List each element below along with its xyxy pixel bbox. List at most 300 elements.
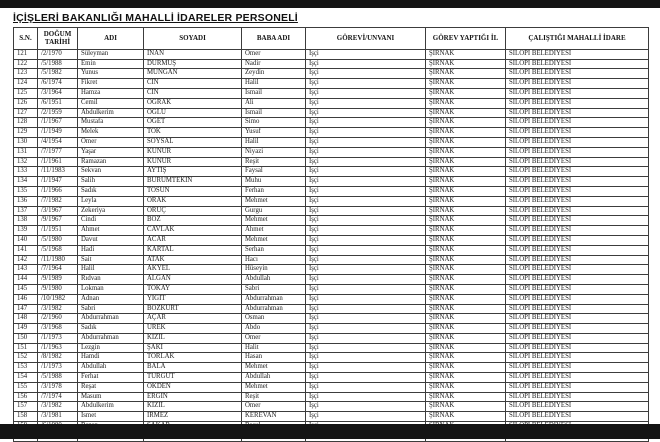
cell-father-name: Niyazi bbox=[242, 147, 306, 157]
cell-serial-no: 129 bbox=[14, 128, 38, 138]
cell-surname: ÖĞET bbox=[144, 118, 242, 128]
cell-first-name: Cemil bbox=[78, 98, 144, 108]
table-row bbox=[14, 373, 649, 383]
cell-province: ŞIRNAK bbox=[426, 177, 506, 187]
cell-province: ŞIRNAK bbox=[426, 147, 506, 157]
cell-serial-no: 124 bbox=[14, 79, 38, 89]
cell-serial-no: 158 bbox=[14, 412, 38, 422]
cell-father-name: Serhan bbox=[242, 245, 306, 255]
cell-local-administration: SİLOPİ BELEDİYESİ bbox=[506, 275, 649, 285]
cell-surname: KUNUR bbox=[144, 147, 242, 157]
cell-father-name: Osman bbox=[242, 314, 306, 324]
cell-province: ŞIRNAK bbox=[426, 265, 506, 275]
table-row bbox=[14, 88, 649, 98]
cell-birth-date: /3/1967 bbox=[38, 206, 78, 216]
cell-duty-title: İşçi bbox=[306, 324, 426, 334]
cell-local-administration: SİLOPİ BELEDİYESİ bbox=[506, 402, 649, 412]
cell-first-name: Lezgin bbox=[78, 343, 144, 353]
cell-birth-date: /6/1951 bbox=[38, 98, 78, 108]
cell-surname: CİN bbox=[144, 79, 242, 89]
document-title: İÇİŞLERİ BAKANLIĞI MAHALLİ İDARELER PERSONELİ bbox=[13, 12, 298, 24]
cell-father-name: Halil bbox=[242, 137, 306, 147]
cell-surname: ŞAKİ bbox=[144, 343, 242, 353]
cell-birth-date: /5/1982 bbox=[38, 69, 78, 79]
table-row bbox=[14, 275, 649, 285]
cell-duty-title: İşçi bbox=[306, 137, 426, 147]
table-row bbox=[14, 255, 649, 265]
cell-father-name: Abdullah bbox=[242, 373, 306, 383]
cell-duty-title: İşçi bbox=[306, 373, 426, 383]
cell-province: ŞIRNAK bbox=[426, 226, 506, 236]
cell-serial-no: 126 bbox=[14, 98, 38, 108]
column-header: ADI bbox=[78, 28, 144, 50]
cell-birth-date: /7/1977 bbox=[38, 147, 78, 157]
cell-surname: AÇAR bbox=[144, 314, 242, 324]
cell-local-administration: SİLOPİ BELEDİYESİ bbox=[506, 69, 649, 79]
cell-serial-no: 137 bbox=[14, 206, 38, 216]
cell-duty-title: İşçi bbox=[306, 157, 426, 167]
cell-surname: BOZKURT bbox=[144, 304, 242, 314]
cell-birth-date: /9/1989 bbox=[38, 275, 78, 285]
cell-father-name: Hüseyin bbox=[242, 265, 306, 275]
cell-local-administration: SİLOPİ BELEDİYESİ bbox=[506, 314, 649, 324]
cell-first-name: Ramazan bbox=[78, 157, 144, 167]
cell-father-name: Hasan bbox=[242, 353, 306, 363]
cell-duty-title: İşçi bbox=[306, 304, 426, 314]
cell-serial-no: 132 bbox=[14, 157, 38, 167]
cell-duty-title: İşçi bbox=[306, 226, 426, 236]
cell-duty-title: İşçi bbox=[306, 88, 426, 98]
cell-father-name: Hacı bbox=[242, 255, 306, 265]
cell-surname: ERGİN bbox=[144, 392, 242, 402]
cell-province: ŞIRNAK bbox=[426, 412, 506, 422]
cell-birth-date: /10/1982 bbox=[38, 294, 78, 304]
cell-father-name: İsmail bbox=[242, 108, 306, 118]
cell-serial-no: 128 bbox=[14, 118, 38, 128]
column-header: BABA ADI bbox=[242, 28, 306, 50]
cell-local-administration: SİLOPİ BELEDİYESİ bbox=[506, 284, 649, 294]
cell-local-administration: SİLOPİ BELEDİYESİ bbox=[506, 373, 649, 383]
cell-father-name: Mehmet bbox=[242, 235, 306, 245]
table-row bbox=[14, 157, 649, 167]
table-row bbox=[14, 108, 649, 118]
cell-duty-title: İşçi bbox=[306, 186, 426, 196]
column-header: S.N. bbox=[14, 28, 38, 50]
cell-duty-title: İşçi bbox=[306, 382, 426, 392]
cell-first-name: Sabri bbox=[78, 304, 144, 314]
table-row bbox=[14, 412, 649, 422]
cell-first-name: Sait bbox=[78, 255, 144, 265]
cell-local-administration: SİLOPİ BELEDİYESİ bbox=[506, 167, 649, 177]
cell-birth-date: /3/1964 bbox=[38, 88, 78, 98]
cell-birth-date: /5/1988 bbox=[38, 373, 78, 383]
cell-surname: TOK bbox=[144, 128, 242, 138]
cell-serial-no: 144 bbox=[14, 275, 38, 285]
cell-first-name: Hamza bbox=[78, 88, 144, 98]
cell-duty-title: İşçi bbox=[306, 118, 426, 128]
cell-surname: ÜREK bbox=[144, 324, 242, 334]
cell-father-name: Gurgu bbox=[242, 206, 306, 216]
cell-duty-title: İşçi bbox=[306, 275, 426, 285]
table-row bbox=[14, 265, 649, 275]
cell-father-name: Mehmet bbox=[242, 363, 306, 373]
cell-local-administration: SİLOPİ BELEDİYESİ bbox=[506, 49, 649, 59]
cell-birth-date: /5/1980 bbox=[38, 235, 78, 245]
cell-local-administration: SİLOPİ BELEDİYESİ bbox=[506, 98, 649, 108]
cell-birth-date: /4/1954 bbox=[38, 137, 78, 147]
cell-local-administration: SİLOPİ BELEDİYESİ bbox=[506, 196, 649, 206]
cell-province: ŞIRNAK bbox=[426, 69, 506, 79]
table-row bbox=[14, 353, 649, 363]
cell-province: ŞIRNAK bbox=[426, 49, 506, 59]
cell-province: ŞIRNAK bbox=[426, 245, 506, 255]
cell-birth-date: /3/1978 bbox=[38, 382, 78, 392]
cell-province: ŞIRNAK bbox=[426, 118, 506, 128]
cell-serial-no: 157 bbox=[14, 402, 38, 412]
cell-serial-no: 153 bbox=[14, 363, 38, 373]
cell-birth-date: /3/1982 bbox=[38, 402, 78, 412]
cell-local-administration: SİLOPİ BELEDİYESİ bbox=[506, 265, 649, 275]
table-row bbox=[14, 235, 649, 245]
cell-first-name: Melek bbox=[78, 128, 144, 138]
cell-province: ŞIRNAK bbox=[426, 59, 506, 69]
table-row bbox=[14, 333, 649, 343]
cell-duty-title: İşçi bbox=[306, 284, 426, 294]
cell-serial-no: 142 bbox=[14, 255, 38, 265]
cell-local-administration: SİLOPİ BELEDİYESİ bbox=[506, 177, 649, 187]
cell-local-administration: SİLOPİ BELEDİYESİ bbox=[506, 382, 649, 392]
cell-father-name: Sabri bbox=[242, 284, 306, 294]
table-row bbox=[14, 402, 649, 412]
cell-father-name: Mehmet bbox=[242, 216, 306, 226]
cell-surname: BURUMTEKİN bbox=[144, 177, 242, 187]
cell-father-name: Ömer bbox=[242, 333, 306, 343]
cell-father-name: Ferhan bbox=[242, 186, 306, 196]
cell-birth-date: /5/1988 bbox=[38, 59, 78, 69]
cell-local-administration: SİLOPİ BELEDİYESİ bbox=[506, 137, 649, 147]
cell-father-name: KEREVAN bbox=[242, 412, 306, 422]
cell-serial-no: 152 bbox=[14, 353, 38, 363]
cell-father-name: Abdo bbox=[242, 324, 306, 334]
cell-serial-no: 139 bbox=[14, 226, 38, 236]
cell-surname: İNAN bbox=[144, 49, 242, 59]
cell-local-administration: SİLOPİ BELEDİYESİ bbox=[506, 186, 649, 196]
cell-province: ŞIRNAK bbox=[426, 128, 506, 138]
cell-surname: AYTIŞ bbox=[144, 167, 242, 177]
cell-province: ŞIRNAK bbox=[426, 235, 506, 245]
cell-serial-no: 123 bbox=[14, 69, 38, 79]
cell-local-administration: SİLOPİ BELEDİYESİ bbox=[506, 304, 649, 314]
cell-first-name: Emin bbox=[78, 59, 144, 69]
cell-province: ŞIRNAK bbox=[426, 137, 506, 147]
table-row bbox=[14, 69, 649, 79]
cell-surname: SOYSAL bbox=[144, 137, 242, 147]
cell-first-name: Abdulkerim bbox=[78, 108, 144, 118]
personnel-table bbox=[13, 27, 649, 442]
cell-first-name: Yunus bbox=[78, 69, 144, 79]
bottom-scan-bar bbox=[0, 424, 660, 439]
cell-father-name: Ömer bbox=[242, 49, 306, 59]
cell-local-administration: SİLOPİ BELEDİYESİ bbox=[506, 108, 649, 118]
cell-local-administration: SİLOPİ BELEDİYESİ bbox=[506, 294, 649, 304]
cell-serial-no: 140 bbox=[14, 235, 38, 245]
cell-father-name: Reşit bbox=[242, 392, 306, 402]
cell-serial-no: 148 bbox=[14, 314, 38, 324]
cell-first-name: Leyla bbox=[78, 196, 144, 206]
cell-father-name: Ömer bbox=[242, 402, 306, 412]
cell-surname: TOKAY bbox=[144, 284, 242, 294]
cell-local-administration: SİLOPİ BELEDİYESİ bbox=[506, 79, 649, 89]
cell-local-administration: SİLOPİ BELEDİYESİ bbox=[506, 226, 649, 236]
cell-serial-no: 154 bbox=[14, 373, 38, 383]
table-row bbox=[14, 226, 649, 236]
cell-duty-title: İşçi bbox=[306, 412, 426, 422]
cell-local-administration: SİLOPİ BELEDİYESİ bbox=[506, 118, 649, 128]
table-row bbox=[14, 186, 649, 196]
table-row bbox=[14, 137, 649, 147]
table-row bbox=[14, 79, 649, 89]
cell-serial-no: 136 bbox=[14, 196, 38, 206]
cell-serial-no: 130 bbox=[14, 137, 38, 147]
cell-father-name: Nadir bbox=[242, 59, 306, 69]
cell-duty-title: İşçi bbox=[306, 392, 426, 402]
cell-birth-date: /2/1960 bbox=[38, 314, 78, 324]
cell-province: ŞIRNAK bbox=[426, 294, 506, 304]
top-scan-bar bbox=[0, 0, 660, 8]
cell-first-name: Sadık bbox=[78, 324, 144, 334]
cell-serial-no: 150 bbox=[14, 333, 38, 343]
cell-first-name: İsmet bbox=[78, 412, 144, 422]
cell-surname: AKYEL bbox=[144, 265, 242, 275]
header-row bbox=[14, 28, 649, 50]
cell-serial-no: 125 bbox=[14, 88, 38, 98]
cell-surname: İRMEZ bbox=[144, 412, 242, 422]
cell-duty-title: İşçi bbox=[306, 49, 426, 59]
cell-province: ŞIRNAK bbox=[426, 284, 506, 294]
cell-duty-title: İşçi bbox=[306, 343, 426, 353]
cell-first-name: Süleyman bbox=[78, 49, 144, 59]
cell-birth-date: /1/1973 bbox=[38, 333, 78, 343]
cell-birth-date: /1/1966 bbox=[38, 186, 78, 196]
cell-first-name: Abdurrahman bbox=[78, 333, 144, 343]
table-row bbox=[14, 314, 649, 324]
cell-local-administration: SİLOPİ BELEDİYESİ bbox=[506, 206, 649, 216]
table-row bbox=[14, 59, 649, 69]
cell-birth-date: /2/1970 bbox=[38, 49, 78, 59]
cell-duty-title: İşçi bbox=[306, 147, 426, 157]
column-header: GÖREV YAPTIĞI İL bbox=[426, 28, 506, 50]
cell-birth-date: /8/1982 bbox=[38, 353, 78, 363]
cell-first-name: Abdurrahman bbox=[78, 314, 144, 324]
cell-father-name: Abdurrahman bbox=[242, 304, 306, 314]
column-header: ÇALIŞTIĞI MAHALLİ İDARE bbox=[506, 28, 649, 50]
cell-province: ŞIRNAK bbox=[426, 88, 506, 98]
cell-birth-date: /11/1980 bbox=[38, 255, 78, 265]
cell-duty-title: İşçi bbox=[306, 98, 426, 108]
cell-surname: TOSUN bbox=[144, 186, 242, 196]
cell-province: ŞIRNAK bbox=[426, 304, 506, 314]
cell-duty-title: İşçi bbox=[306, 216, 426, 226]
cell-local-administration: SİLOPİ BELEDİYESİ bbox=[506, 235, 649, 245]
cell-birth-date: /1/1963 bbox=[38, 343, 78, 353]
cell-surname: BOZ bbox=[144, 216, 242, 226]
cell-local-administration: SİLOPİ BELEDİYESİ bbox=[506, 157, 649, 167]
cell-birth-date: /7/1964 bbox=[38, 265, 78, 275]
cell-birth-date: /1/1947 bbox=[38, 177, 78, 187]
cell-serial-no: 131 bbox=[14, 147, 38, 157]
cell-duty-title: İşçi bbox=[306, 59, 426, 69]
cell-duty-title: İşçi bbox=[306, 294, 426, 304]
cell-surname: KIZIL bbox=[144, 333, 242, 343]
cell-serial-no: 134 bbox=[14, 177, 38, 187]
cell-duty-title: İşçi bbox=[306, 167, 426, 177]
cell-first-name: Fikret bbox=[78, 79, 144, 89]
cell-serial-no: 127 bbox=[14, 108, 38, 118]
cell-first-name: Zekeriya bbox=[78, 206, 144, 216]
cell-duty-title: İşçi bbox=[306, 255, 426, 265]
table-row bbox=[14, 382, 649, 392]
table-row bbox=[14, 128, 649, 138]
cell-serial-no: 151 bbox=[14, 343, 38, 353]
cell-surname: MUNGAN bbox=[144, 69, 242, 79]
cell-first-name: Sekvan bbox=[78, 167, 144, 177]
cell-province: ŞIRNAK bbox=[426, 314, 506, 324]
cell-local-administration: SİLOPİ BELEDİYESİ bbox=[506, 245, 649, 255]
table-row bbox=[14, 167, 649, 177]
cell-province: ŞIRNAK bbox=[426, 216, 506, 226]
cell-surname: KARTAL bbox=[144, 245, 242, 255]
cell-surname: ACAR bbox=[144, 235, 242, 245]
cell-birth-date: /9/1980 bbox=[38, 284, 78, 294]
cell-birth-date: /11/1983 bbox=[38, 167, 78, 177]
cell-surname: DURMUŞ bbox=[144, 59, 242, 69]
cell-surname: ÖKDEN bbox=[144, 382, 242, 392]
cell-first-name: Ömer bbox=[78, 137, 144, 147]
cell-father-name: Simo bbox=[242, 118, 306, 128]
cell-province: ŞIRNAK bbox=[426, 157, 506, 167]
table-row bbox=[14, 392, 649, 402]
cell-duty-title: İşçi bbox=[306, 265, 426, 275]
table-row bbox=[14, 118, 649, 128]
cell-duty-title: İşçi bbox=[306, 206, 426, 216]
cell-province: ŞIRNAK bbox=[426, 79, 506, 89]
table-row bbox=[14, 284, 649, 294]
cell-father-name: Zeydin bbox=[242, 69, 306, 79]
cell-first-name: Masum bbox=[78, 392, 144, 402]
cell-birth-date: /2/1959 bbox=[38, 108, 78, 118]
cell-first-name: Yaşar bbox=[78, 147, 144, 157]
cell-birth-date: /1/1951 bbox=[38, 226, 78, 236]
cell-province: ŞIRNAK bbox=[426, 196, 506, 206]
cell-duty-title: İşçi bbox=[306, 353, 426, 363]
cell-birth-date: /3/1981 bbox=[38, 412, 78, 422]
cell-birth-date: /7/1982 bbox=[38, 196, 78, 206]
cell-surname: KIZIL bbox=[144, 402, 242, 412]
column-header: SOYADI bbox=[144, 28, 242, 50]
cell-province: ŞIRNAK bbox=[426, 363, 506, 373]
cell-father-name: Faysal bbox=[242, 167, 306, 177]
cell-province: ŞIRNAK bbox=[426, 275, 506, 285]
cell-province: ŞIRNAK bbox=[426, 167, 506, 177]
cell-first-name: Abdullah bbox=[78, 363, 144, 373]
cell-surname: YİĞİT bbox=[144, 294, 242, 304]
cell-province: ŞIRNAK bbox=[426, 108, 506, 118]
cell-first-name: Reşat bbox=[78, 382, 144, 392]
table-row bbox=[14, 206, 649, 216]
cell-surname: ATAK bbox=[144, 255, 242, 265]
cell-first-name: Davut bbox=[78, 235, 144, 245]
cell-province: ŞIRNAK bbox=[426, 186, 506, 196]
cell-first-name: Halil bbox=[78, 265, 144, 275]
table-row bbox=[14, 196, 649, 206]
cell-serial-no: 149 bbox=[14, 324, 38, 334]
cell-local-administration: SİLOPİ BELEDİYESİ bbox=[506, 353, 649, 363]
table-header bbox=[14, 28, 649, 50]
cell-surname: ORUÇ bbox=[144, 206, 242, 216]
cell-father-name: Abdurrahman bbox=[242, 294, 306, 304]
column-header: DOĞUM TARİHİ bbox=[38, 28, 78, 50]
cell-surname: CİN bbox=[144, 88, 242, 98]
column-header: GÖREVİ/UNVANI bbox=[306, 28, 426, 50]
cell-province: ŞIRNAK bbox=[426, 333, 506, 343]
cell-surname: ORAK bbox=[144, 196, 242, 206]
cell-duty-title: İşçi bbox=[306, 363, 426, 373]
table-row bbox=[14, 304, 649, 314]
cell-duty-title: İşçi bbox=[306, 196, 426, 206]
cell-first-name: Ferhat bbox=[78, 373, 144, 383]
cell-surname: CAVLAK bbox=[144, 226, 242, 236]
cell-province: ŞIRNAK bbox=[426, 206, 506, 216]
cell-duty-title: İşçi bbox=[306, 333, 426, 343]
cell-duty-title: İşçi bbox=[306, 108, 426, 118]
cell-father-name: Yusuf bbox=[242, 128, 306, 138]
cell-first-name: Hadi bbox=[78, 245, 144, 255]
cell-birth-date: /3/1968 bbox=[38, 324, 78, 334]
cell-father-name: Halil bbox=[242, 79, 306, 89]
cell-serial-no: 145 bbox=[14, 284, 38, 294]
table-row bbox=[14, 294, 649, 304]
cell-province: ŞIRNAK bbox=[426, 373, 506, 383]
cell-surname: BALA bbox=[144, 363, 242, 373]
table-row bbox=[14, 147, 649, 157]
cell-serial-no: 155 bbox=[14, 382, 38, 392]
cell-first-name: Rıdvan bbox=[78, 275, 144, 285]
table-row bbox=[14, 245, 649, 255]
cell-local-administration: SİLOPİ BELEDİYESİ bbox=[506, 216, 649, 226]
cell-local-administration: SİLOPİ BELEDİYESİ bbox=[506, 324, 649, 334]
cell-province: ŞIRNAK bbox=[426, 255, 506, 265]
cell-serial-no: 147 bbox=[14, 304, 38, 314]
cell-father-name: Reşit bbox=[242, 157, 306, 167]
table-row bbox=[14, 49, 649, 59]
cell-province: ŞIRNAK bbox=[426, 353, 506, 363]
cell-first-name: Mustafa bbox=[78, 118, 144, 128]
cell-surname: KUNUR bbox=[144, 157, 242, 167]
cell-serial-no: 121 bbox=[14, 49, 38, 59]
cell-surname: ÖĞLÜ bbox=[144, 108, 242, 118]
cell-serial-no: 135 bbox=[14, 186, 38, 196]
cell-serial-no: 138 bbox=[14, 216, 38, 226]
cell-father-name: Mehmet bbox=[242, 196, 306, 206]
cell-first-name: Abdulkerim bbox=[78, 402, 144, 412]
cell-serial-no: 122 bbox=[14, 59, 38, 69]
cell-birth-date: /1/1973 bbox=[38, 363, 78, 373]
cell-surname: TURĞUT bbox=[144, 373, 242, 383]
cell-duty-title: İşçi bbox=[306, 128, 426, 138]
cell-local-administration: SİLOPİ BELEDİYESİ bbox=[506, 333, 649, 343]
cell-first-name: Salih bbox=[78, 177, 144, 187]
cell-first-name: Hamdi bbox=[78, 353, 144, 363]
